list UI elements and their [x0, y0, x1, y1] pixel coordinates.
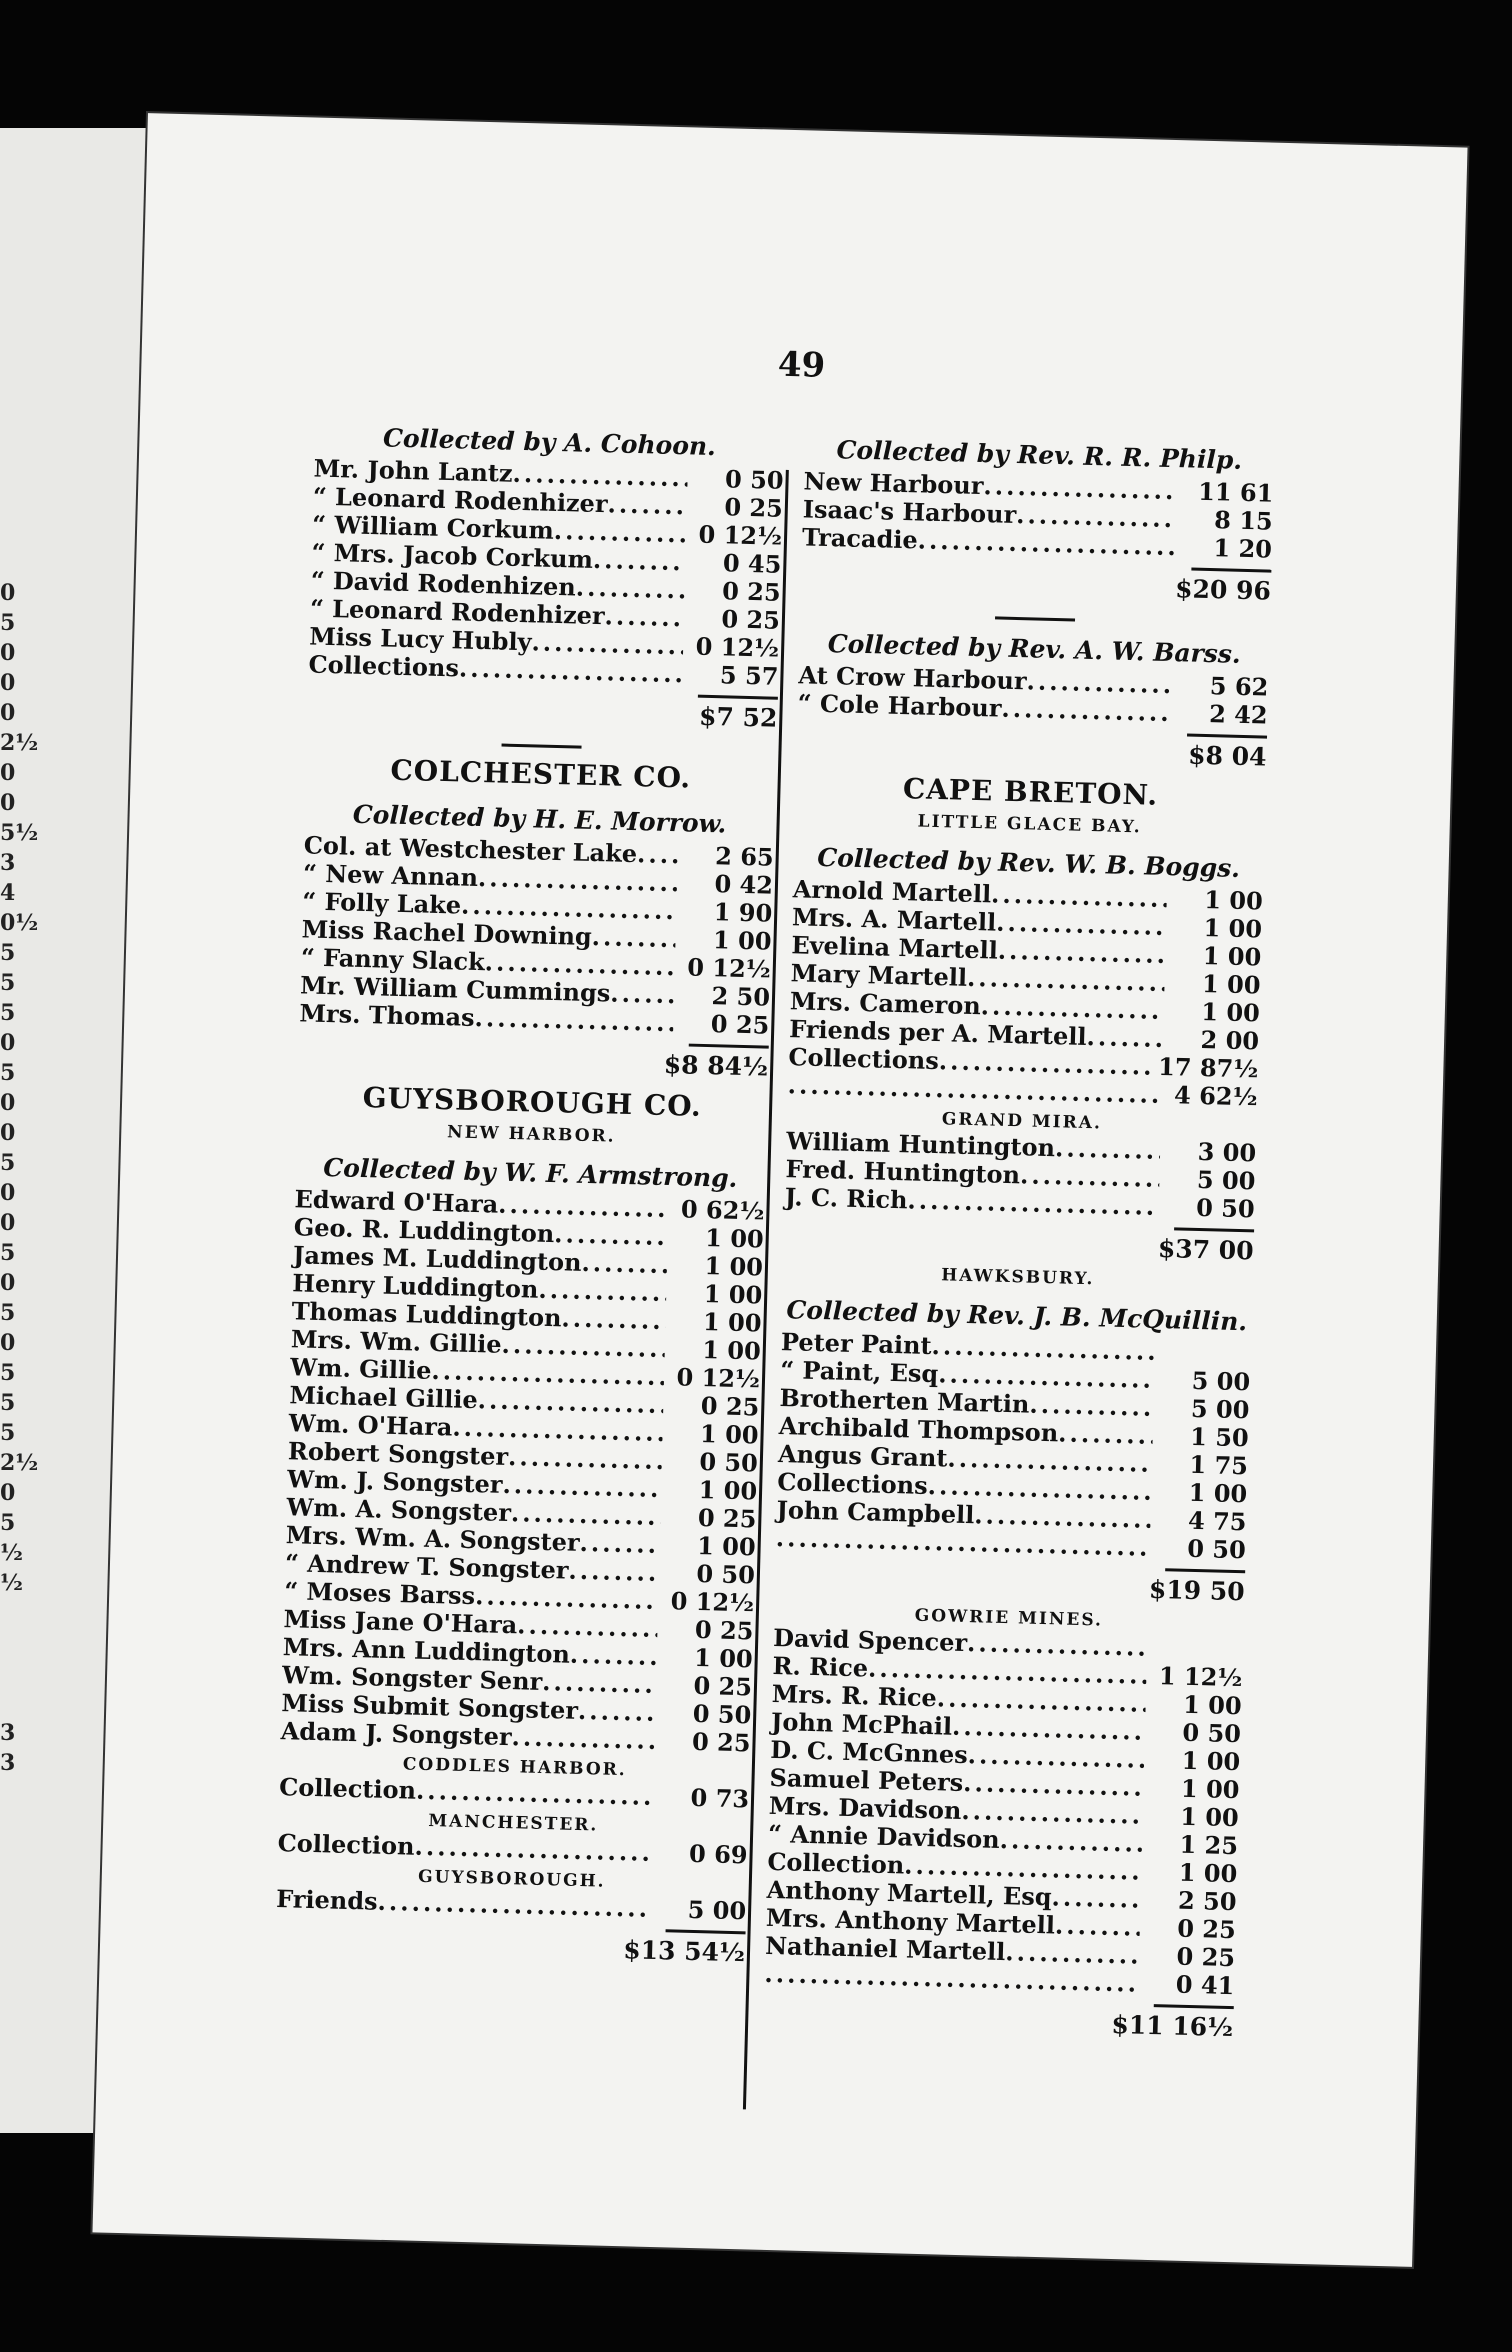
entry-name: Mrs. A. Martell	[791, 902, 997, 937]
total-rule	[689, 1044, 769, 1049]
entry-name: “ David Rodenhizen	[310, 565, 577, 602]
entry-amount: 8 15	[1213, 505, 1274, 536]
entry-amount: 5 00	[1190, 1393, 1250, 1425]
entry-amount: 0 42	[714, 869, 774, 900]
entry-name: Miss Lucy Hubly	[308, 621, 532, 657]
entry-amount: 1 00	[1188, 1477, 1248, 1509]
entry-amount: 5 00	[1191, 1365, 1251, 1397]
entry-amount: 0 73	[690, 1782, 750, 1814]
edge-figure: 0	[0, 1480, 16, 1506]
entry-amount: 1 00	[698, 1474, 758, 1506]
edge-figure: 0	[0, 640, 16, 666]
edge-figure: 5	[0, 1240, 16, 1266]
entry-amount: 1 00	[702, 1307, 762, 1338]
entry-amount: 17 87½	[1157, 1051, 1259, 1084]
entry-amount: 0 25	[710, 1009, 770, 1040]
entry-name: Mrs. Wm. Gillie	[290, 1324, 502, 1359]
edge-figure: 0	[0, 1030, 16, 1056]
entry-amount	[1155, 1360, 1251, 1363]
total-rule	[1165, 1568, 1245, 1573]
entry-amount: 5 00	[1196, 1164, 1256, 1196]
leader-dots	[459, 654, 683, 688]
entry-amount: 5 57	[719, 660, 779, 691]
entry-name: Friends	[275, 1884, 379, 1916]
edge-figure: 5	[0, 1000, 16, 1026]
entry-amount: 0 62½	[680, 1194, 765, 1226]
leader-dots	[997, 937, 1165, 969]
entry-amount: 0 12½	[698, 519, 783, 551]
entry-name: “ Fanny Slack	[300, 942, 486, 977]
leader-dots	[999, 1826, 1142, 1858]
entry-amount: 1 25	[1179, 1829, 1239, 1861]
entry-amount: 0 25	[721, 576, 782, 607]
entry-name: Collection	[278, 1772, 417, 1805]
entry-name: Samuel Peters	[769, 1762, 964, 1797]
entry-amount: 3 00	[1197, 1136, 1257, 1168]
entry-amount: 0 12½	[686, 952, 772, 984]
leader-dots	[474, 1004, 673, 1037]
leader-dots	[637, 840, 678, 869]
entry-name: Mrs. Cameron	[789, 986, 982, 1021]
entry-amount: 1 00	[703, 1279, 763, 1310]
entry-amount: 1 00	[1182, 1689, 1243, 1721]
entry-name: Mr. William Cummings	[299, 970, 611, 1008]
leader-dots	[1016, 501, 1177, 533]
right-column	[763, 420, 1275, 2050]
entry-name: “ Paint, Esq	[779, 1355, 939, 1389]
edge-figure: 5	[0, 940, 16, 966]
entry-amount: 0 25	[694, 1614, 754, 1646]
entry-amount: 0 25	[721, 604, 781, 635]
sub-title: GUYSBOROUGH.	[417, 1866, 606, 1892]
entry-amount: 1 00	[704, 1251, 764, 1282]
entry-amount: 2 65	[714, 841, 775, 872]
leader-dots	[1058, 1419, 1153, 1449]
entry-amount: 1 90	[713, 897, 773, 928]
entry-amount: 0 25	[700, 1391, 760, 1422]
block-total: $8 84½	[663, 1049, 769, 1082]
sub-title: LITTLE GLACE BAY.	[917, 811, 1142, 838]
entry-amount: 0 50	[1186, 1533, 1247, 1565]
collector-header: Collected by Rev. R. R. Philp.	[836, 435, 1243, 475]
sub-title: NEW HARBOR.	[446, 1122, 616, 1147]
entry-amount: 0 41	[1175, 1969, 1235, 2001]
leader-dots	[568, 1557, 659, 1587]
total-rule	[1187, 733, 1267, 738]
leader-dots	[501, 1331, 665, 1363]
leader-dots	[604, 602, 684, 632]
entry-amount: 1 75	[1189, 1449, 1249, 1481]
edge-figure: 5½	[0, 820, 39, 846]
edge-figure: 0	[0, 700, 16, 726]
edge-figure: 5	[0, 1390, 16, 1416]
leader-dots	[1051, 1883, 1141, 1913]
entry-amount: 0 12½	[670, 1586, 755, 1618]
edge-figure: 0	[0, 1330, 16, 1356]
entry-name: Wm. J. Songster	[286, 1464, 503, 1499]
entry-name: Arnold Martell	[792, 874, 992, 909]
section-rule	[502, 744, 582, 749]
block-total: $11 16½	[1111, 2009, 1234, 2043]
entry-name: “ Moses Barss	[283, 1576, 476, 1611]
entry-name: Collections	[308, 649, 460, 683]
edge-figure: 3	[0, 1750, 16, 1776]
entry-amount: 0 69	[688, 1838, 748, 1870]
entry-name: Collections	[788, 1042, 940, 1076]
entry-name: D. C. McGnnes	[769, 1734, 969, 1770]
entry-amount: 1 00	[1200, 996, 1261, 1028]
entry-name: Michael Gillie	[289, 1380, 479, 1415]
entry-amount: 5 62	[1209, 671, 1269, 702]
entry-amount: 0 50	[699, 1446, 759, 1478]
entry-name: J. C. Rich	[784, 1182, 908, 1215]
entry-amount: 1 50	[1189, 1421, 1250, 1453]
edge-figure: 3	[0, 1720, 16, 1746]
entry-name: Collections	[776, 1467, 929, 1500]
leader-dots	[554, 1220, 668, 1251]
entry-name: R. Rice	[772, 1650, 869, 1683]
entry-amount: 1 20	[1213, 533, 1273, 564]
entry-name: At Crow Harbour	[798, 660, 1027, 696]
leader-dots	[511, 1723, 655, 1755]
entry-name: Tracadie	[801, 522, 919, 555]
entry-amount: 1 00	[1179, 1801, 1240, 1833]
entry-amount: 2 00	[1200, 1024, 1260, 1056]
entry-amount: 2 42	[1208, 699, 1268, 730]
collector-header: Collected by Rev. J. B. McQuillin.	[786, 1295, 1248, 1337]
entry-amount: 1 00	[1201, 968, 1261, 1000]
entry-name: Miss Submit Songster	[281, 1688, 579, 1725]
entry-name: Adam J. Songster	[280, 1716, 512, 1752]
entry-amount: 4 75	[1187, 1505, 1247, 1537]
entry-amount: 0 12½	[676, 1362, 761, 1394]
entry-name: Fred. Huntington	[785, 1154, 1021, 1190]
leader-dots	[1001, 695, 1172, 727]
entry-amount: 1 00	[1203, 885, 1264, 916]
leader-dots	[1005, 1938, 1139, 1969]
entry-name: James M. Luddington	[292, 1240, 582, 1277]
edge-figure: 5	[0, 970, 16, 996]
edge-figure: 2½	[0, 730, 39, 756]
entry-name: “ Cole Harbour	[797, 688, 1002, 723]
entry-name: Robert Songster	[287, 1436, 509, 1471]
entry-amount: 0 50	[1182, 1717, 1242, 1749]
leader-dots	[1020, 1161, 1160, 1193]
entry-name: Isaac's Harbour	[802, 494, 1017, 529]
entry-name: Anthony Martell, Esq	[766, 1874, 1052, 1912]
entry-amount: 1 00	[701, 1335, 762, 1366]
entry-amount: 1 00	[696, 1530, 757, 1562]
leader-dots	[569, 1641, 657, 1671]
leader-dots	[607, 490, 687, 520]
entry-amount: 0 25	[1176, 1941, 1236, 1973]
entry-name: Wm. Gillie	[289, 1352, 432, 1385]
leader-dots	[591, 923, 676, 953]
entry-amount: 0 12½	[695, 631, 780, 663]
edge-figure: 5	[0, 1060, 16, 1086]
collector-header: Collected by Rev. W. B. Boggs.	[816, 842, 1241, 883]
block-total: $8 04	[1187, 740, 1267, 772]
page	[92, 113, 1467, 2267]
edge-figure: 0½	[0, 910, 39, 936]
sub-title: GRAND MIRA.	[941, 1109, 1103, 1134]
edge-figure: 5	[0, 1300, 16, 1326]
entry-name: Archibald Thompson	[778, 1411, 1059, 1448]
edge-figure	[0, 1688, 24, 1718]
block-total: $13 54½	[622, 1935, 746, 1968]
sub-title: HAWKSBURY.	[940, 1265, 1095, 1290]
edge-figure	[0, 1658, 24, 1688]
leader-dots	[542, 1668, 656, 1699]
leader-dots	[416, 1777, 654, 1811]
edge-figure: 0	[0, 790, 16, 816]
entry-name: David Spencer	[772, 1622, 968, 1658]
leader-dots	[508, 1443, 663, 1475]
collector-header: Collected by H. E. Morrow.	[352, 799, 727, 839]
block-total: $19 50	[1148, 1574, 1246, 1607]
entry-name: John Campbell	[776, 1495, 975, 1530]
entry-name: Nathaniel Martell	[764, 1930, 1006, 1967]
entry-amount: 1 00	[704, 1223, 765, 1254]
entry-amount: 1 00	[693, 1642, 754, 1674]
edge-figure	[0, 1628, 24, 1658]
leader-dots	[1086, 1023, 1163, 1053]
edge-figure: 0	[0, 580, 16, 606]
entry-amount: 1 00	[1178, 1857, 1238, 1889]
leader-dots	[917, 526, 1176, 561]
edge-figure: 0	[0, 1120, 16, 1146]
entry-name: Collection	[277, 1828, 415, 1861]
edge-figure: 3	[0, 850, 16, 876]
edge-figure: 0	[0, 1090, 16, 1116]
leader-dots	[502, 1471, 661, 1503]
sub-title: GOWRIE MINES.	[914, 1605, 1104, 1631]
section-rule	[995, 616, 1075, 621]
total-rule	[1154, 2004, 1234, 2009]
collector-header: Collected by W. F. Armstrong.	[322, 1153, 738, 1193]
entry-name: William Huntington	[785, 1126, 1056, 1163]
entry-amount: 2 50	[1177, 1885, 1237, 1917]
edge-figure: ½	[0, 1570, 23, 1596]
entry-name: Friends per A. Martell	[788, 1014, 1087, 1051]
entry-name: Col. at Westchester Lake	[303, 830, 638, 869]
edge-figure: 0	[0, 1270, 16, 1296]
entry-amount: 2 50	[711, 981, 771, 1012]
entry-amount: 11 61	[1197, 476, 1274, 508]
leader-dots	[610, 979, 674, 1009]
entry-amount: 1 12½	[1158, 1661, 1243, 1693]
edge-figure: 0	[0, 760, 16, 786]
entry-amount: 0 25	[691, 1726, 751, 1758]
entry-name: “ Andrew T. Songster	[284, 1548, 569, 1585]
entry-name: “ New Annan	[302, 858, 479, 892]
entry-name: Peter Paint	[780, 1327, 933, 1361]
edge-figure: 5	[0, 1360, 16, 1386]
edge-figure: 0	[0, 1180, 16, 1206]
total-rule	[1174, 1227, 1254, 1232]
entry-name: John McPhail	[770, 1706, 953, 1741]
entry-name: Mrs. Anthony Martell	[765, 1902, 1056, 1940]
entry-name: Mr. John Lantz	[313, 453, 513, 488]
entry-name: Thomas Luddington	[291, 1296, 562, 1333]
leader-dots	[593, 546, 686, 576]
edge-figure: 2½	[0, 1450, 39, 1476]
entry-amount: 5 00	[687, 1894, 747, 1926]
entry-name: Miss Rachel Downing	[301, 914, 593, 951]
entry-amount: 1 00	[712, 925, 772, 956]
entry-amount: 0 25	[697, 1502, 757, 1534]
section-title: GUYSBOROUGH CO.	[362, 1081, 703, 1123]
leader-dots	[1055, 1911, 1141, 1941]
entry-name: Brotherten Martin	[779, 1383, 1030, 1419]
sub-title: MANCHESTER.	[428, 1811, 599, 1836]
entry-name: Wm. Songster Senr	[281, 1660, 543, 1696]
entry-amount: 1 00	[1181, 1745, 1241, 1777]
entry-amount: 0 50	[692, 1698, 752, 1730]
leader-dots	[907, 1186, 1159, 1221]
entry-amount: 0 25	[724, 492, 784, 523]
edge-figure: 0	[0, 670, 16, 696]
entry-amount: 1 00	[1203, 913, 1263, 944]
edge-figure	[0, 1598, 24, 1628]
entry-name: Mrs. Ann Luddington	[282, 1632, 571, 1669]
left-column	[275, 408, 786, 1976]
sub-title: CODDLES HARBOR.	[402, 1754, 627, 1781]
collector-header: Collected by Rev. A. W. Barss.	[827, 629, 1241, 669]
edge-figure: 5	[0, 1420, 16, 1446]
entry-name: “ Leonard Rodenhizer	[312, 481, 608, 519]
entry-amount: 0 50	[1195, 1192, 1256, 1224]
entry-name: Miss Jane O'Hara	[283, 1604, 518, 1640]
section-title: CAPE BRETON.	[902, 772, 1159, 812]
edge-figure: ½	[0, 1540, 23, 1566]
entry-name: Geo. R. Luddington	[293, 1212, 555, 1249]
entry-name: “ William Corkum	[311, 509, 555, 545]
entry-amount: 0 50	[696, 1558, 756, 1590]
leader-dots	[1026, 667, 1173, 699]
entry-name: “ Leonard Rodenhizer	[309, 593, 606, 631]
entry-amount: 1 00	[1180, 1773, 1240, 1805]
total-rule	[698, 695, 778, 700]
block-total: $37 00	[1157, 1233, 1254, 1266]
edge-figure: 5	[0, 1150, 16, 1176]
entry-name: Henry Luddington	[292, 1268, 539, 1304]
edge-figure: 4	[0, 880, 16, 906]
entry-name: Mrs. Thomas	[299, 998, 476, 1032]
entry-name: Collection	[767, 1846, 905, 1880]
leader-dots	[1055, 1134, 1161, 1165]
section-title: COLCHESTER CO.	[390, 753, 692, 795]
page-number: 49	[777, 344, 826, 386]
entry-amount: 0 25	[1176, 1913, 1237, 1945]
leader-dots	[414, 1833, 652, 1867]
entry-name: Mrs. Wm. A. Songster	[285, 1520, 580, 1557]
entry-name: Mrs. Davidson	[768, 1790, 962, 1825]
left-page-edge-figures	[0, 128, 39, 2352]
leader-dots	[581, 1249, 667, 1279]
entry-name: New Harbour	[803, 466, 984, 501]
entry-name: “ Folly Lake	[302, 886, 462, 920]
leader-dots	[561, 1304, 666, 1335]
edge-figure: 5	[0, 610, 16, 636]
entry-amount: 0 50	[724, 464, 784, 495]
entry-name: “ Mrs. Jacob Corkum	[311, 537, 594, 574]
entry-amount: 1 00	[1202, 940, 1262, 972]
total-rule	[1191, 568, 1271, 573]
entry-name: Angus Grant	[777, 1439, 948, 1473]
entry-name: Mrs. R. Rice	[771, 1678, 938, 1713]
entry-amount: 0 45	[722, 548, 782, 579]
leader-dots	[531, 628, 683, 660]
entry-name: Edward O'Hara	[294, 1184, 499, 1219]
entry-amount	[1147, 1656, 1243, 1659]
entry-amount: 1 00	[699, 1418, 759, 1450]
leader-dots	[575, 573, 685, 604]
leader-dots	[579, 1529, 660, 1559]
leader-dots	[377, 1888, 650, 1923]
entry-name: Mary Martell	[790, 958, 968, 992]
entry-name: Wm. O'Hara	[288, 1408, 453, 1442]
edge-figure: 0	[0, 1210, 16, 1236]
leader-dots	[996, 909, 1167, 941]
collector-header: Collected by A. Cohoon.	[382, 423, 717, 462]
block-total: $7 52	[698, 701, 778, 733]
entry-name: Evelina Martell	[791, 930, 999, 965]
entry-amount: 0 25	[693, 1670, 753, 1702]
entry-name: Wm. A. Songster	[286, 1492, 512, 1528]
entry-name: “ Annie Davidson	[767, 1818, 1001, 1854]
leader-dots	[578, 1697, 656, 1727]
edge-figure: 5	[0, 1510, 16, 1536]
entry-amount: 4 62½	[1173, 1080, 1258, 1112]
total-rule	[666, 1929, 746, 1934]
block-total: $20 96	[1174, 574, 1272, 606]
